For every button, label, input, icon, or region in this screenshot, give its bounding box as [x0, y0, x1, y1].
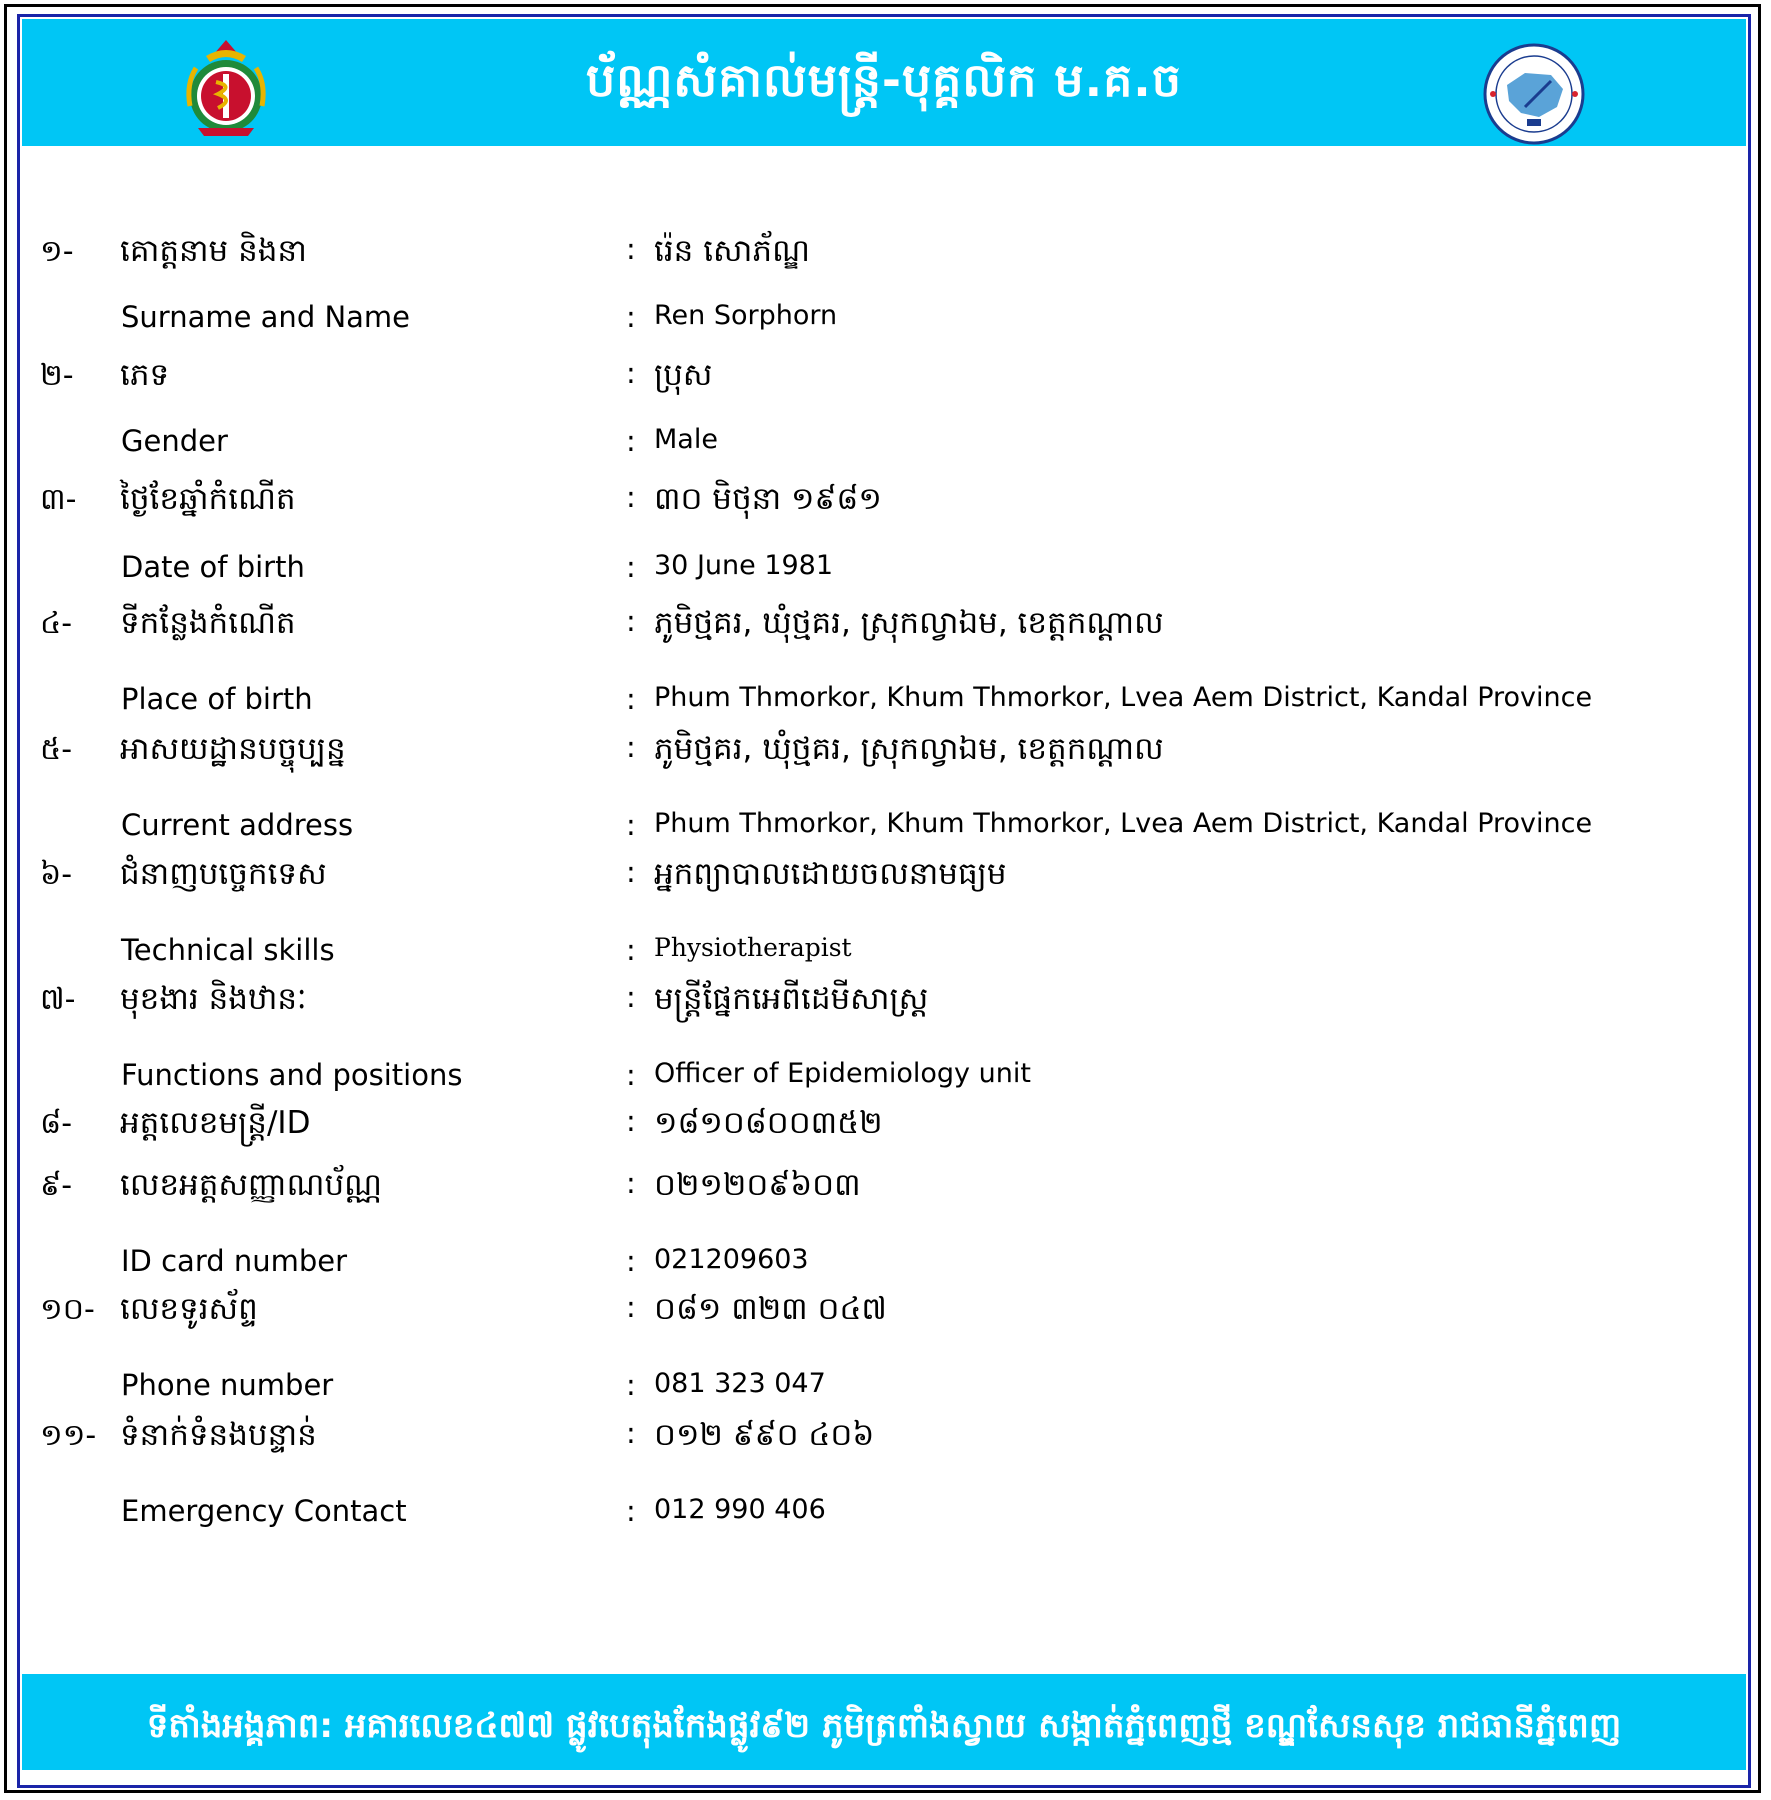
field-number: ៩- [40, 1168, 73, 1203]
field-colon: : [626, 550, 636, 584]
field-label-en: Phone number [121, 1368, 334, 1402]
field-row-km [0, 1416, 1771, 1456]
field-label-en: Gender [121, 424, 228, 458]
field-colon: : [626, 730, 636, 764]
field-number: ៦- [40, 857, 73, 892]
field-colon: : [626, 980, 636, 1014]
field-label-km: អាសយដ្ឋានបច្ចុប្បន្ន [120, 731, 346, 767]
field-value-km: ០៨១ ៣២៣ ០៤៧ [654, 1291, 887, 1327]
field-label-en: ID card number [121, 1244, 348, 1278]
field-value-km: ប្រុស [654, 357, 713, 393]
field-colon: : [626, 424, 636, 458]
field-colon: : [626, 604, 636, 638]
field-value-km: ០២១២០៩៦០៣ [654, 1167, 861, 1203]
field-colon: : [626, 356, 636, 390]
field-colon: : [626, 1104, 636, 1138]
field-row-en [0, 808, 1771, 848]
field-value-en: 012 990 406 [654, 1494, 826, 1525]
field-number: ៨- [40, 1106, 73, 1141]
field-number: ១១- [40, 1418, 97, 1453]
field-colon: : [626, 232, 636, 266]
field-row-km [0, 1166, 1771, 1206]
card-title: ប័ណ្ណសំគាល់មន្ត្រី-បុគ្គលិក ម.គ.ច [586, 53, 1182, 107]
field-row-en [0, 550, 1771, 590]
field-colon: : [626, 1166, 636, 1200]
field-value-en: Phum Thmorkor, Khum Thmorkor, Lvea Aem District, Kandal Province [654, 808, 1593, 839]
field-value-en: Physiotherapist [654, 933, 852, 962]
field-row-en [0, 933, 1771, 973]
field-row-en [0, 1494, 1771, 1534]
field-row-en [0, 1058, 1771, 1098]
field-label-km: ទំនាក់ទំនងបន្ទាន់ [120, 1417, 317, 1453]
field-row-en [0, 300, 1771, 340]
field-row-km [0, 232, 1771, 272]
field-number: ៧- [40, 982, 76, 1017]
field-label-km: ទីកន្លែងកំណើត [120, 605, 296, 641]
field-value-km: ៣០ មិថុនា ១៩៨១ [654, 481, 882, 517]
field-row-km [0, 604, 1771, 644]
field-value-km: ភូមិថ្មគរ, ឃុំថ្មគរ, ស្រុកល្វាឯម, ខេត្តកណ្តាល [654, 605, 1164, 641]
field-row-km [0, 356, 1771, 396]
field-row-km [0, 480, 1771, 520]
field-row-en [0, 424, 1771, 464]
field-label-km: លេខទូរស័ព្ទ [120, 1291, 258, 1327]
field-number: ៣- [40, 482, 77, 517]
field-number: ១០- [40, 1292, 95, 1327]
field-label-en: Current address [121, 808, 354, 842]
field-label-km: អត្តលេខមន្ត្រី/ID [120, 1105, 311, 1141]
field-value-km: រ៉េន សោភ័ណ្ឌ [654, 233, 810, 269]
field-label-km: ភេទ [120, 357, 170, 393]
field-label-en: Surname and Name [121, 300, 410, 334]
field-row-km [0, 855, 1771, 895]
field-label-km: មុខងារ និងឋានៈ [120, 981, 307, 1017]
field-value-km: ០១២ ៩៩០ ៤០៦ [654, 1417, 875, 1453]
field-value-km: អ្នកព្យាបាលដោយចលនាមធ្យម [654, 856, 1007, 892]
field-value-en: Phum Thmorkor, Khum Thmorkor, Lvea Aem District, Kandal Province [654, 682, 1593, 713]
field-colon: : [626, 1416, 636, 1450]
footer-band [22, 1674, 1746, 1770]
field-row-km [0, 730, 1771, 770]
field-row-km [0, 1104, 1771, 1144]
field-colon: : [626, 855, 636, 889]
field-number: ១- [40, 234, 74, 269]
field-colon: : [626, 1058, 636, 1092]
field-number: ២- [40, 358, 74, 393]
field-number: ៥- [40, 732, 73, 767]
field-row-km [0, 1290, 1771, 1330]
office-address: ទីតាំងអង្គភាព: អគារលេខ៤៧៧ ផ្លូវបេតុងកែងផ្លូវ៩២ ភូមិត្រពាំងស្វាយ សង្កាត់ភ្នំពេញថ្មី ខណ្ឌសែនសុខ រាជធានីភ្នំពេញ [146, 1706, 1622, 1746]
field-label-km: លេខអត្តសញ្ញាណប័ណ្ណ [120, 1167, 383, 1203]
field-colon: : [626, 300, 636, 334]
field-label-en: Emergency Contact [121, 1494, 407, 1528]
field-label-km: គោត្តនាម និងនា [120, 233, 307, 269]
field-colon: : [626, 480, 636, 514]
field-row-en [0, 1368, 1771, 1408]
field-value-en: Ren Sorphorn [654, 300, 838, 331]
field-row-en [0, 682, 1771, 722]
field-colon: : [626, 933, 636, 967]
field-colon: : [626, 1290, 636, 1324]
field-colon: : [626, 1244, 636, 1278]
field-label-en: Technical skills [121, 933, 335, 967]
field-colon: : [626, 682, 636, 716]
field-number: ៤- [40, 606, 73, 641]
field-value-en: Male [654, 424, 718, 455]
field-value-en: 30 June 1981 [654, 550, 834, 581]
field-colon: : [626, 1494, 636, 1528]
field-value-km: ភូមិថ្មគរ, ឃុំថ្មគរ, ស្រុកល្វាឯម, ខេត្តកណ្តាល [654, 731, 1164, 767]
field-label-en: Functions and positions [121, 1058, 463, 1092]
field-value-km: ១៨១០៨០០៣៥២ [654, 1105, 883, 1141]
field-value-en: Officer of Epidemiology unit [654, 1058, 1031, 1089]
field-value-km: មន្ត្រីផ្នែកអេពីដេមីសាស្ត្រ [654, 981, 929, 1017]
cambodia-map-seal-icon [1481, 43, 1587, 145]
field-row-km [0, 980, 1771, 1020]
field-label-en: Date of birth [121, 550, 305, 584]
field-colon: : [626, 1368, 636, 1402]
field-value-en: 021209603 [654, 1244, 809, 1275]
field-label-km: ថ្ងៃខែឆ្នាំកំណើត [120, 481, 296, 517]
field-label-km: ជំនាញបច្ចេកទេស [120, 856, 327, 892]
field-value-en: 081 323 047 [654, 1368, 826, 1399]
ministry-emblem-icon [176, 36, 276, 142]
field-label-en: Place of birth [121, 682, 313, 716]
field-row-en [0, 1244, 1771, 1284]
field-colon: : [626, 808, 636, 842]
